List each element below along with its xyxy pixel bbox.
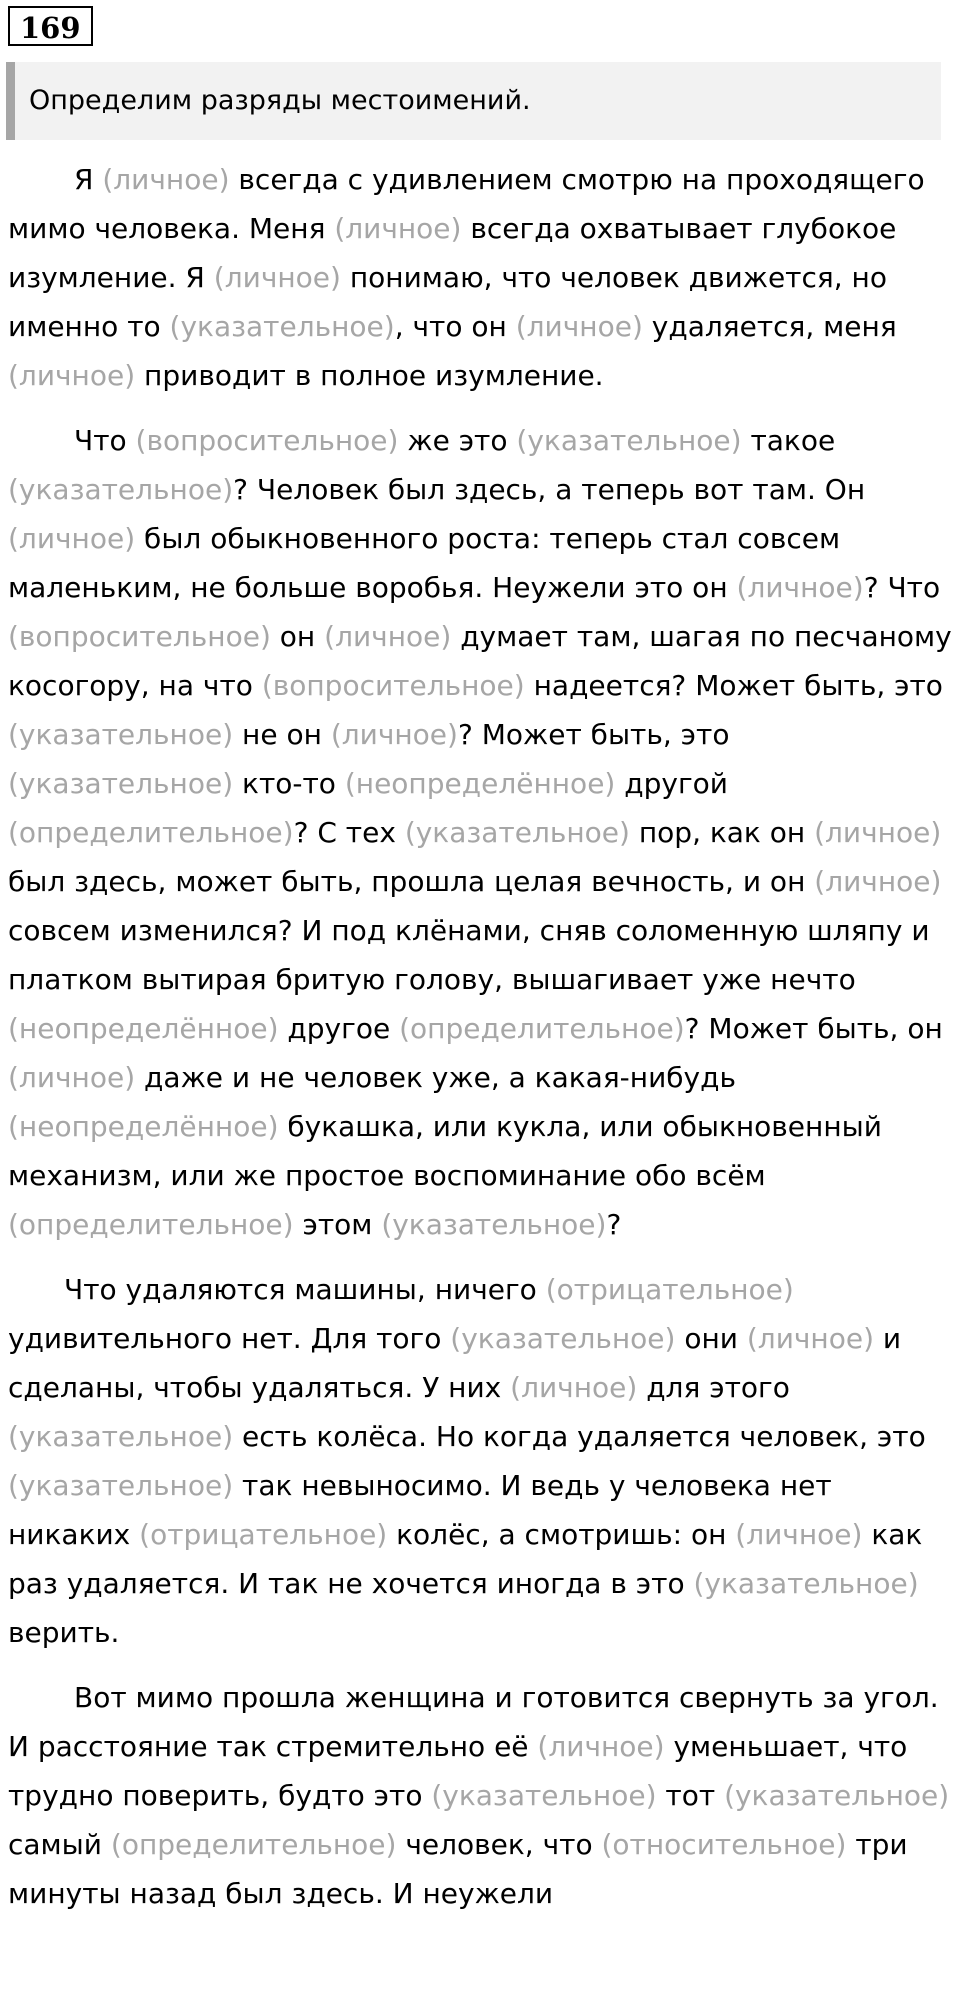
paragraph [8,155,954,400]
text-fragment: человек, что [396,1828,602,1861]
text-fragment: ? [606,1208,622,1241]
pronoun-category-label: (личное) [814,865,942,898]
text-fragment: для этого [637,1371,790,1404]
text-body [8,155,954,1934]
pronoun-category-label: (указательное) [693,1567,919,1600]
text-fragment: удивительного нет. Для того [8,1322,451,1355]
text-fragment: верить. [8,1616,120,1649]
text-fragment: пор, как он [629,816,815,849]
text-fragment: они [675,1322,747,1355]
text-fragment: даже и не человек уже, а какая-нибудь [135,1061,736,1094]
text-fragment: другое [278,1012,400,1045]
pronoun-category-label: (неопределённое) [8,1012,279,1045]
pronoun-category-label: (личное) [334,212,462,245]
section-header [6,62,941,140]
pronoun-category-label: (указательное) [8,718,234,751]
pronoun-category-label: (указательное) [724,1779,950,1812]
pronoun-category-label: (личное) [8,359,136,392]
paragraph [8,1673,954,1918]
pronoun-category-label: (вопросительное) [261,669,525,702]
text-fragment: совсем изменился? И под клёнами, сняв соломенную шляпу и платком вытирая бритую голову, вышагивает уже нечто [8,914,930,996]
section-header-text: Определим разряды местоимений. [29,85,531,116]
paragraph [8,416,954,1249]
pronoun-category-label: (относительное) [601,1828,847,1861]
paragraph [8,1265,954,1657]
text-fragment: он [270,620,325,653]
pronoun-category-label: (указательное) [8,767,234,800]
text-fragment: не он [233,718,331,751]
pronoun-category-label: (неопределённое) [8,1110,279,1143]
pronoun-category-label: (личное) [537,1730,665,1763]
pronoun-category-label: (личное) [515,310,643,343]
pronoun-category-label: (отрицательное) [545,1273,794,1306]
pronoun-category-label: (личное) [213,261,341,294]
text-fragment: , что он [394,310,516,343]
text-fragment: ? Человек был здесь, а теперь вот там. Он [233,473,866,506]
text-fragment: так невыносимо. И ведь у человека нет никаких [8,1469,832,1551]
pronoun-category-label: (указательное) [169,310,395,343]
text-fragment: думает там, шагая по песчаному косогору, на что [8,620,952,702]
text-fragment: другой [615,767,728,800]
text-fragment: самый [8,1828,111,1861]
pronoun-category-label: (личное) [735,1518,863,1551]
text-fragment: уменьшает, что трудно поверить, будто это [8,1730,908,1812]
text-fragment: ? С тех [293,816,405,849]
text-fragment: кто-то [233,767,345,800]
text-fragment: такое [741,424,836,457]
pronoun-category-label: (указательное) [404,816,630,849]
text-fragment: Что [74,424,136,457]
pronoun-category-label: (указательное) [8,473,234,506]
text-fragment: и сделаны, чтобы удаляться. У них [8,1322,902,1404]
text-fragment: три минуты назад был здесь. И неужели [8,1828,908,1910]
pronoun-category-label: (личное) [8,1061,136,1094]
text-fragment: Я [74,163,103,196]
pronoun-category-label: (личное) [330,718,458,751]
pronoun-category-label: (определительное) [8,1208,294,1241]
text-fragment: всегда охватывает глубокое изумление. Я [8,212,897,294]
pronoun-category-label: (личное) [510,1371,638,1404]
text-fragment: был здесь, может быть, прошла целая вечность, и он [8,865,815,898]
pronoun-category-label: (указательное) [381,1208,607,1241]
text-fragment: этом [293,1208,382,1241]
text-fragment: всегда с удивлением смотрю на проходящего мимо человека. Меня [8,163,925,245]
task-number: 169 [8,6,93,46]
text-fragment: понимаю, что человек движется, но именно то [8,261,887,343]
pronoun-category-label: (определительное) [399,1012,685,1045]
pronoun-category-label: (вопросительное) [135,424,399,457]
pronoun-category-label: (личное) [102,163,230,196]
pronoun-category-label: (личное) [324,620,452,653]
pronoun-category-label: (определительное) [8,816,294,849]
text-fragment: удаляется, меня [642,310,897,343]
text-fragment: букашка, или кукла, или обыкновенный механизм, или же простое воспоминание обо всём [8,1110,882,1192]
pronoun-category-label: (указательное) [8,1469,234,1502]
text-fragment: тот [656,1779,725,1812]
pronoun-category-label: (вопросительное) [8,620,271,653]
pronoun-category-label: (неопределённое) [344,767,616,800]
text-fragment: как раз удаляется. И так не хочется иногда в это [8,1518,923,1600]
pronoun-category-label: (отрицательное) [139,1518,388,1551]
pronoun-category-label: (указательное) [431,1779,657,1812]
pronoun-category-label: (личное) [8,522,136,555]
pronoun-category-label: (личное) [736,571,864,604]
pronoun-category-label: (указательное) [516,424,742,457]
pronoun-category-label: (личное) [746,1322,875,1355]
text-fragment: есть колёса. Но когда удаляется человек, это [233,1420,926,1453]
pronoun-category-label: (личное) [814,816,942,849]
text-fragment: Что удаляются машины, ничего [64,1273,546,1306]
text-fragment: Вот мимо прошла женщина и готовится свернуть за угол. И расстояние так стремительно её [8,1681,939,1763]
text-fragment: приводит в полное изумление. [135,359,604,392]
text-fragment: был обыкновенного роста: теперь стал совсем маленьким, не больше воробья. Неужели это он [8,522,841,604]
text-fragment: надеется? Может быть, это [524,669,943,702]
pronoun-category-label: (указательное) [8,1420,234,1453]
text-fragment: ? Может быть, он [684,1012,943,1045]
text-fragment: ? Может быть, это [457,718,730,751]
text-fragment: колёс, а смотришь: он [387,1518,736,1551]
pronoun-category-label: (определительное) [110,1828,397,1861]
pronoun-category-label: (указательное) [450,1322,676,1355]
text-fragment: же это [398,424,517,457]
text-fragment: ? Что [863,571,941,604]
